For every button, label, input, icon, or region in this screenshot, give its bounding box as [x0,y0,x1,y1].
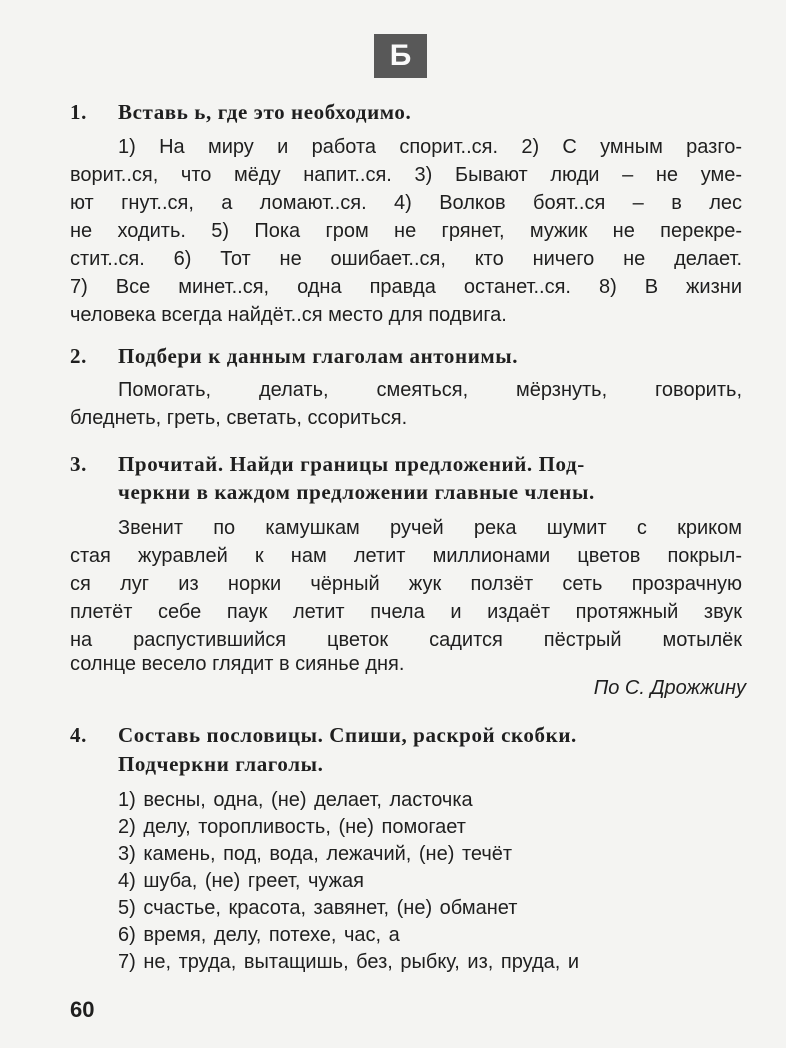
task-2-line: Помогать, делать, смеяться, мёрзнуть, говорить, [118,379,742,401]
task-4-item: 4) шуба, (не) греет, чужая [118,870,364,892]
task-1-title: Вставь ь, где это необходимо. [118,100,412,124]
task-3-line: стая журавлей к нам летит миллионами цветов покрыл- [70,545,742,567]
task-3-line: Звенит по камушкам ручей река шумит с криком [118,517,742,539]
task-4-item: 3) камень, под, вода, лежачий, (не) течёт [118,843,513,865]
page-number: 60 [70,997,95,1022]
task-4-number: 4. [70,723,87,747]
task-4-item: 1) весны, одна, (не) делает, ласточка [118,789,473,811]
task-1-line: человека всегда найдёт..ся место для подвига. [70,304,507,326]
task-4-item: 5) счастье, красота, завянет, (не) обманет [118,897,518,919]
task-3-line: на распустившийся цветок садится пёстрый мотылёк [70,629,742,651]
task-1-line: 1) На миру и работа спорит..ся. 2) С умным разго- [118,136,742,158]
task-3-line: плетёт себе паук летит пчела и издаёт протяжный звук [70,601,742,623]
task-4-item: 2) делу, торопливость, (не) помогает [118,816,466,838]
task-1-number: 1. [70,100,87,124]
task-1-line: не ходить. 5) Пока гром не грянет, мужик не перекре- [70,220,742,242]
task-4-title-line: Составь пословицы. Спиши, раскрой скобки. [118,723,577,747]
task-3-title-line: Прочитай. Найди границы предложений. Под- [118,452,585,476]
task-1-line: ворит..ся, что мёду напит..ся. 3) Бывают люди – не уме- [70,164,742,186]
task-2-number: 2. [70,344,87,368]
task-2-title: Подбери к данным глаголам антонимы. [118,344,519,368]
task-1-line: стит..ся. 6) Тот не ошибает..ся, кто ничего не делает. [70,248,742,270]
task-4-item: 6) время, делу, потехе, час, а [118,924,400,946]
task-1-line: 7) Все минет..ся, одна правда останет..ся. 8) В жизни [70,276,742,298]
task-1-line: ют гнут..ся, а ломают..ся. 4) Волков боят..ся – в лес [70,192,742,214]
variant-badge: Б [374,34,427,78]
task-3-line: солнце весело глядит в сиянье дня. [70,653,405,675]
task-4-item: 7) не, труда, вытащишь, без, рыбку, из, пруда, и [118,951,580,973]
task-3-author: По С. Дрожжину [593,677,746,699]
task-3-line: ся луг из норки чёрный жук ползёт сеть прозрачную [70,573,742,595]
task-4-title-line: Подчеркни глаголы. [118,752,324,776]
task-2-line: бледнеть, греть, светать, ссориться. [70,407,408,429]
task-3-title-line: черкни в каждом предложении главные члены. [118,480,595,504]
task-3-number: 3. [70,452,87,476]
